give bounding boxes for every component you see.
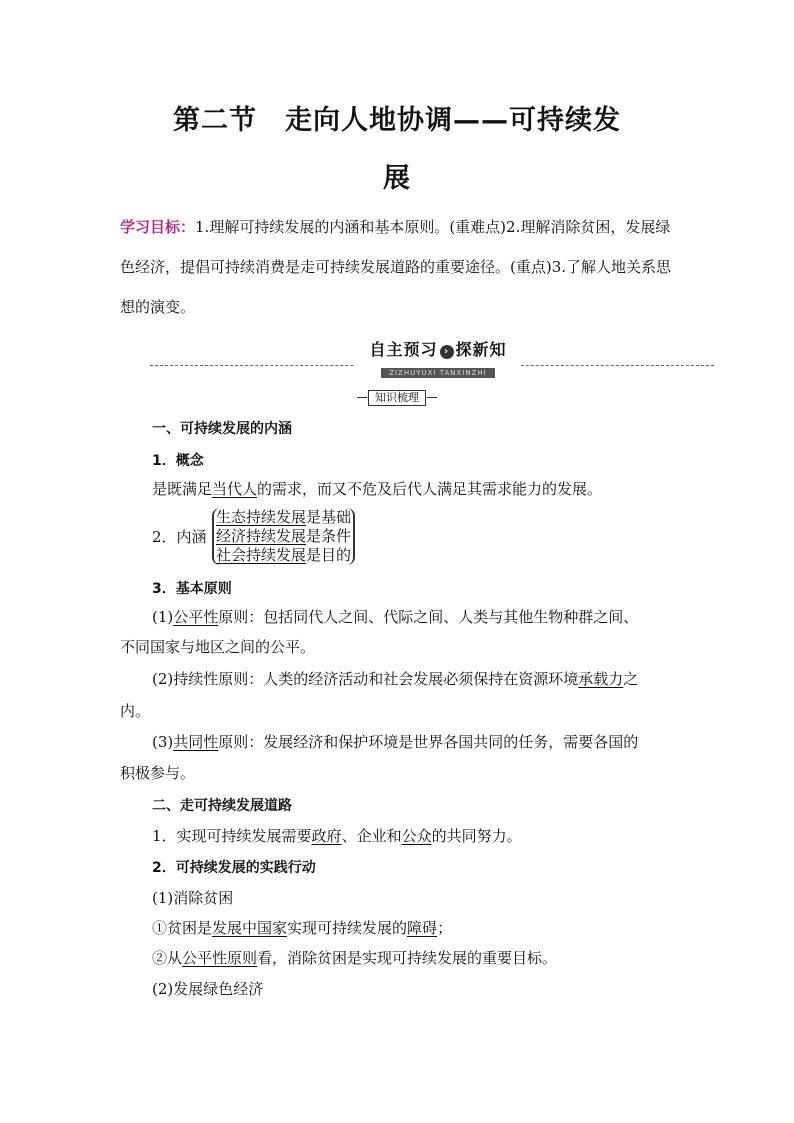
concept-title: 1．概念 [152, 453, 204, 469]
learning-goals-text: 1.理解可持续发展的内涵和基本原则。(重难点)2.理解消除贫困，发展绿色经济，提倡可持续消费是走可持续发展道路的重要途径。(重点)3.了解人地关系思想的演变。 [120, 218, 672, 316]
path-line-2: 2．可持续发展的实践行动 [152, 860, 316, 876]
connotation-item: 生态持续发展是基础 [216, 508, 352, 526]
connotation-lead: 2．内涵 [152, 528, 207, 546]
principle-3: (3)共同性原则：发展经济和保护环境是世界各国共同的任务，需要各国的 [152, 733, 639, 751]
banner-pinyin: ZIZHUYUXI TANXINZHI [381, 368, 495, 378]
path-line-5: ②从公平性原则看，消除贫困是实现可持续发展的重要目标。 [152, 949, 558, 967]
connotation-item: 社会持续发展是目的 [216, 546, 352, 564]
principle-2: (2)持续性原则：人类的经济活动和社会发展必须保持在资源环境承载力之 [152, 670, 639, 688]
arrow-icon: › [440, 345, 454, 359]
heading-1: 一、可持续发展的内涵 [152, 421, 292, 437]
banner-post: 探新知 [455, 340, 507, 359]
knowledge-tag: 知识梳理 [368, 390, 426, 406]
banner-pre: 自主预习 [369, 340, 438, 359]
connotation-item: 经济持续发展是条件 [216, 527, 352, 545]
heading-2: 二、走可持续发展道路 [152, 798, 292, 814]
concept-text: 是既满足当代人的需求，而又不危及后代人满足其需求能力的发展。 [152, 480, 603, 498]
principle-1-cont: 不同国家与地区之间的公平。 [120, 638, 316, 656]
learning-goals-label: 学习目标： [120, 218, 196, 236]
learning-goals [120, 207, 680, 327]
principles-title: 3．基本原则 [152, 581, 232, 597]
principle-1: (1)公平性原则：包括同代人之间、代际之间、人类与其他生物种群之间、 [152, 608, 639, 626]
section-banner [150, 338, 714, 378]
page-title-continued: 展 [383, 163, 411, 194]
principle-2-cont: 内。 [120, 702, 151, 720]
path-line-3: (1)消除贫困 [152, 889, 234, 907]
path-line-6: (2)发展绿色经济 [152, 980, 264, 998]
path-line-1: 1．实现可持续发展需要政府、企业和公众的共同努力。 [152, 827, 522, 845]
path-line-4: ①贫困是发展中国家实现可持续发展的障碍； [152, 919, 453, 937]
principle-3-cont: 积极参与。 [120, 764, 196, 782]
page-title: 第二节 走向人地协调——可持续发 [173, 105, 621, 136]
